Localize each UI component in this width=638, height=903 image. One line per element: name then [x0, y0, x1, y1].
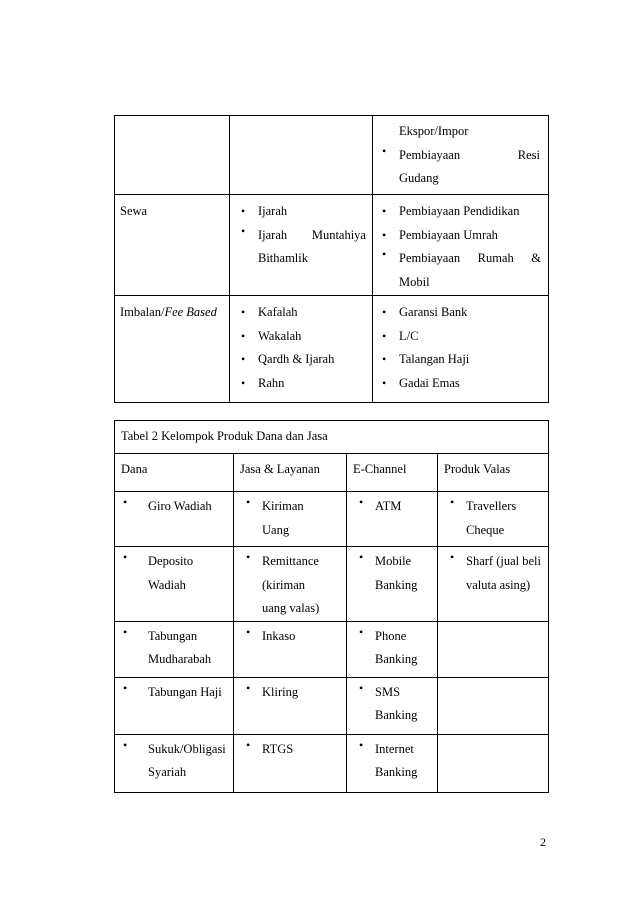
table-produk-pembiayaan-continued	[114, 115, 549, 403]
table-row	[115, 195, 549, 296]
table-cell	[115, 296, 230, 403]
cell-text: Banking	[375, 577, 418, 592]
table-caption-row	[115, 421, 549, 454]
list-item: • Pembiayaan Umrah	[373, 224, 548, 248]
column-header	[347, 454, 438, 492]
column-header-text: Dana	[121, 462, 148, 476]
column-header-text: Produk Valas	[444, 462, 511, 476]
cell-text: • Remittance	[262, 554, 319, 568]
table-row	[115, 547, 549, 622]
cell-text: Mudharabah	[148, 652, 212, 666]
list-item	[234, 681, 346, 705]
cell-text: • ATM	[375, 499, 402, 513]
table-cell	[438, 547, 549, 622]
list-item	[115, 625, 233, 672]
cell-text: Syariah	[148, 765, 187, 779]
table-row	[115, 492, 549, 547]
cell-text: • Tabungan Haji	[148, 684, 222, 699]
table-cell	[234, 677, 347, 734]
list-item: • Gadai Emas	[373, 372, 548, 396]
cell-text: &	[531, 251, 541, 265]
table-cell	[438, 734, 549, 792]
list-item: • Wakalah	[230, 325, 372, 349]
table-caption-text: Tabel 2 Kelompok Produk Dana dan Jasa	[121, 429, 328, 443]
list-item: • Qardh & Ijarah	[230, 348, 372, 372]
table-cell	[438, 492, 549, 547]
table-cell	[438, 621, 549, 677]
table-cell	[115, 195, 230, 296]
list-item	[347, 495, 437, 519]
category-label-italic: Fee Based	[164, 305, 217, 319]
table-cell	[347, 734, 438, 792]
list-item	[347, 625, 437, 672]
cell-text: uang valas)	[262, 601, 320, 615]
list-item	[347, 550, 437, 597]
cell-text: • Internet	[375, 741, 414, 756]
table-row	[115, 621, 549, 677]
cell-text: • Tabungan	[148, 628, 198, 643]
list-item	[347, 738, 437, 785]
table-header-row	[115, 454, 549, 492]
column-header-text: Jasa & Layanan	[240, 462, 320, 476]
table-cell	[347, 492, 438, 547]
table-row	[115, 734, 549, 792]
cell-text: Resi	[517, 147, 540, 162]
table-cell	[115, 734, 234, 792]
table-cell	[115, 677, 234, 734]
list-item	[234, 550, 346, 621]
list-item	[115, 681, 233, 705]
cell-text: • RTGS	[262, 741, 294, 756]
cell-text: • SMS	[375, 684, 401, 699]
list-item	[115, 738, 233, 785]
list-item	[234, 495, 346, 542]
table-row	[115, 677, 549, 734]
cell-text: Uang	[262, 522, 290, 537]
table-produk-dana-jasa	[114, 420, 549, 793]
table-cell	[115, 116, 230, 195]
list-item	[373, 144, 548, 191]
list-item: • Ijarah	[230, 200, 372, 224]
table-cell	[234, 621, 347, 677]
cell-text: • Kliring	[262, 684, 299, 699]
cell-text: Banking	[375, 652, 418, 666]
list-item: • Garansi Bank	[373, 301, 548, 325]
cell-text: (kiriman	[262, 577, 306, 592]
cell-text: Gudang	[399, 171, 439, 185]
cell-text: valuta asing)	[466, 577, 531, 592]
table-cell	[373, 195, 549, 296]
list-item: • Pembiayaan Pendidikan	[373, 200, 548, 224]
list-item	[373, 247, 548, 294]
category-label: Sewa	[120, 204, 148, 218]
table-cell	[234, 547, 347, 622]
list-item	[347, 681, 437, 728]
cell-text: • Mobile	[375, 554, 412, 568]
cell-text: • Pembiayaan	[399, 251, 461, 265]
column-header	[234, 454, 347, 492]
table-cell	[230, 195, 373, 296]
category-label	[120, 301, 229, 325]
cell-text: • Sukuk/Obligasi	[148, 741, 226, 756]
list-item	[115, 495, 233, 519]
list-item: • Rahn	[230, 372, 372, 396]
list-item	[230, 224, 372, 271]
cell-text: Wadiah	[148, 577, 186, 592]
list-item: • L/C	[373, 325, 548, 349]
cell-text: Banking	[375, 708, 418, 722]
cell-text: • Travellers	[466, 499, 517, 513]
cell-text: Ekspor/Impor	[399, 124, 469, 138]
column-header	[115, 454, 234, 492]
page-number: 2	[540, 835, 546, 849]
cell-text: Cheque	[466, 522, 505, 537]
list-item	[234, 625, 346, 649]
cell-text: Bithamlik	[258, 251, 308, 265]
list-item	[115, 550, 233, 597]
table-cell	[373, 116, 549, 195]
category-label-main: Imbalan/	[120, 305, 165, 319]
column-header-text: E-Channel	[353, 462, 407, 476]
table-cell	[115, 621, 234, 677]
cell-text: • Ijarah	[258, 227, 288, 242]
table-cell	[438, 677, 549, 734]
table-cell	[347, 621, 438, 677]
cell-text: • Sharf (jual beli	[466, 554, 541, 568]
table-cell	[234, 492, 347, 547]
table-cell	[115, 492, 234, 547]
cell-text: • Deposito	[148, 554, 194, 568]
list-item	[438, 550, 548, 597]
cell-text: Rumah	[477, 251, 514, 265]
cell-text: • Giro Wadiah	[148, 499, 212, 513]
cell-text: • Phone	[375, 628, 407, 643]
table-cell	[373, 296, 549, 403]
cell-text: • Pembiayaan	[399, 147, 461, 162]
cell-text: • Kiriman	[262, 499, 304, 513]
table-cell	[230, 116, 373, 195]
cell-text: Banking	[375, 765, 418, 779]
table-caption	[115, 421, 549, 454]
cell-text: Muntahiya	[311, 227, 366, 242]
cell-text: • Inkaso	[262, 628, 296, 643]
table-row	[115, 296, 549, 403]
table-cell	[230, 296, 373, 403]
table-row	[115, 116, 549, 195]
list-item: • Kafalah	[230, 301, 372, 325]
table-cell	[347, 547, 438, 622]
table-cell	[234, 734, 347, 792]
cell-text: Mobil	[399, 274, 430, 289]
list-item	[438, 495, 548, 542]
table-cell	[115, 547, 234, 622]
column-header	[438, 454, 549, 492]
list-item: • Talangan Haji	[373, 348, 548, 372]
list-item	[234, 738, 346, 762]
table-cell	[347, 677, 438, 734]
